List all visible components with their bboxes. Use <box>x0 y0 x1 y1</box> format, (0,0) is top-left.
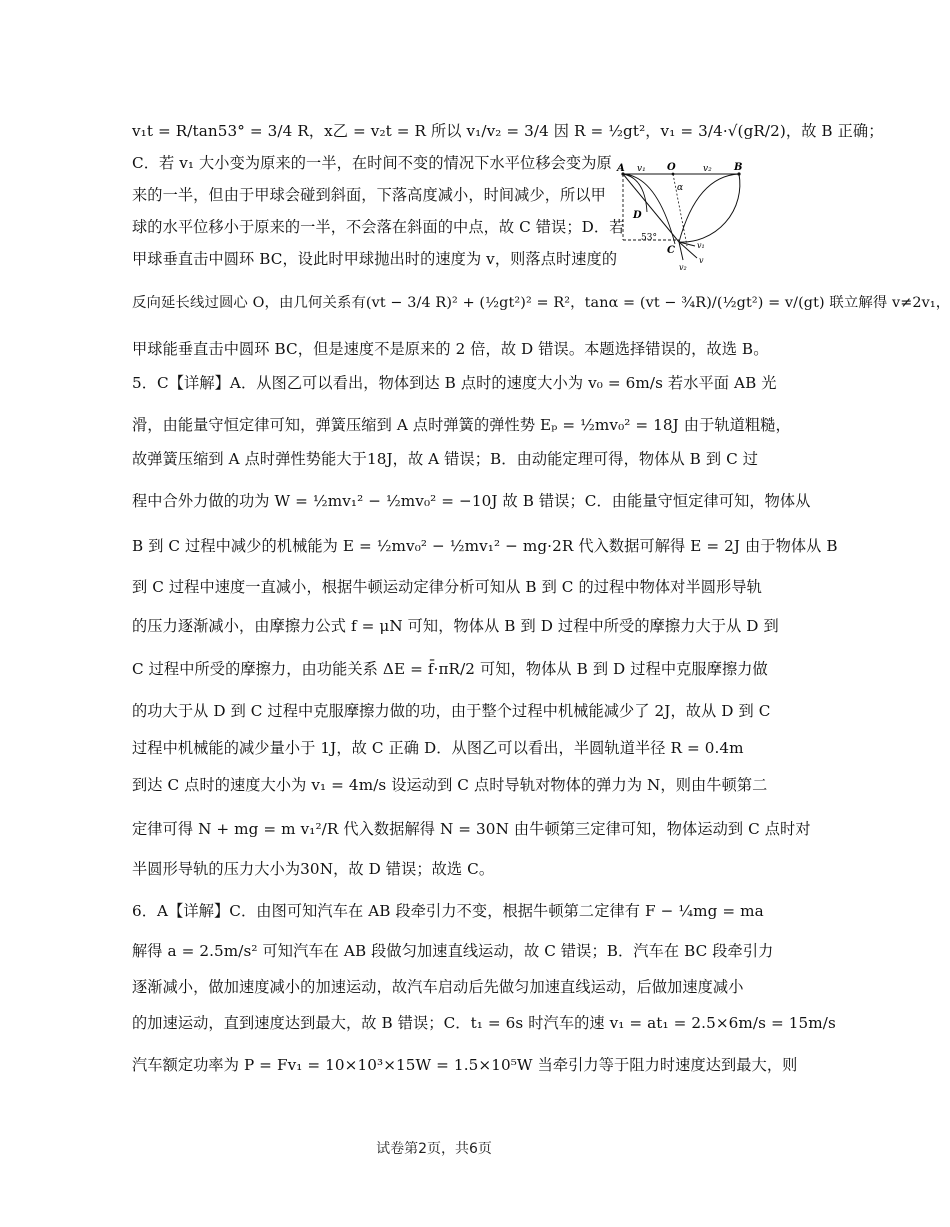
label-c: C <box>667 245 675 256</box>
label-v2-c: v₂ <box>679 263 687 272</box>
text-line-7: 甲球能垂直击中圆环 BC，但是速度不是原来的 2 倍，故 D 错误。本题选择错误的，故选 B。 <box>132 340 769 358</box>
label-a: A <box>617 163 625 174</box>
page-footer: 试卷第2页，共6页 <box>376 1141 492 1157</box>
text-line-19: 定律可得 N + mg = m v₁²/R 代入数据解得 N = 30N 由牛顿第三定律可知，物体运动到 C 点时对 <box>132 820 811 838</box>
text-line-25: 汽车额定功率为 P = Fv₁ = 10×10³×15W = 1.5×10⁵W 当牵引力等于阻力时速度达到最大，则 <box>132 1056 798 1074</box>
label-v1-top: v₁ <box>637 164 646 174</box>
label-d: D <box>633 210 642 221</box>
text-line-8: 5．C【详解】A．从图乙可以看出，物体到达 B 点时的速度大小为 v₀ = 6m/s 若水平面 AB 光 <box>132 374 777 392</box>
text-line-6: 反向延长线过圆心 O，由几何关系有(vt − 3/4 R)² + (½gt²)² = R²，tanα = (vt − ¾R)/(½gt²) = v/(gt) 联立解得 v≠2v₁， <box>132 295 950 311</box>
text-line-5: 甲球垂直击中圆环 BC，设此时甲球抛出时的速度为 v，则落点时速度的 <box>132 250 618 268</box>
label-alpha: α <box>677 183 684 193</box>
text-line-10: 故弹簧压缩到 A 点时弹性势能大于18J，故 A 错误；B．由动能定理可得，物体从 B 到 C 过 <box>132 450 758 468</box>
label-v-c: v <box>699 256 704 265</box>
label-53: 53° <box>641 233 657 243</box>
text-line-2: C．若 v₁ 大小变为原来的一半，在时间不变的情况下水平位移会变为原 <box>132 154 612 172</box>
label-v2-top: v₂ <box>703 164 712 174</box>
text-line-20: 半圆形导轨的压力大小为30N，故 D 错误；故选 C。 <box>132 860 495 878</box>
text-line-9: 滑，由能量守恒定律可知，弹簧压缩到 A 点时弹簧的弹性势 Eₚ = ½mv₀² = 18J 由于轨道粗糙， <box>132 416 791 434</box>
text-line-12: B 到 C 过程中减少的机械能为 E = ½mv₀² − ½mv₁² − mg·2R 代入数据可解得 E = 2J 由于物体从 B <box>132 537 838 555</box>
text-line-4: 球的水平位移小于原来的一半，不会落在斜面的中点，故 C 错误；D．若 <box>132 218 625 236</box>
label-v1-c: v₁ <box>697 241 705 250</box>
text-line-1: v₁t = R/tan53° = 3/4 R，x乙 = v₂t = R 所以 v₁/v₂ = 3/4 因 R = ½gt²，v₁ = 3/4·√(gR/2)，故 B 正确； <box>132 122 884 140</box>
text-line-15: C 过程中所受的摩擦力，由功能关系 ΔE = f̄·πR/2 可知，物体从 B 到 D 过程中克服摩擦力做 <box>132 660 768 678</box>
text-line-24: 的加速运动，直到速度达到最大，故 B 错误；C．t₁ = 6s 时汽车的速 v₁ = at₁ = 2.5×6m/s = 15m/s <box>132 1014 836 1032</box>
text-line-13: 到 C 过程中速度一直减小，根据牛顿运动定律分析可知从 B 到 C 的过程中物体对半圆形导轨 <box>132 578 762 596</box>
text-line-14: 的压力逐渐减小，由摩擦力公式 f = μN 可知，物体从 B 到 D 过程中所受的摩擦力大于从 D 到 <box>132 617 779 635</box>
physics-diagram <box>617 160 747 272</box>
label-o: O <box>667 162 676 173</box>
text-line-3: 来的一半，但由于甲球会碰到斜面，下落高度减小，时间减少，所以甲 <box>132 186 606 204</box>
label-b: B <box>734 162 743 173</box>
text-line-22: 解得 a = 2.5m/s² 可知汽车在 AB 段做匀加速直线运动，故 C 错误；B．汽车在 BC 段牵引力 <box>132 942 774 960</box>
text-line-17: 过程中机械能的减少量小于 1J，故 C 正确 D．从图乙可以看出，半圆轨道半径 R = 0.4m <box>132 739 744 757</box>
text-line-11: 程中合外力做的功为 W = ½mv₁² − ½mv₀² = −10J 故 B 错误；C．由能量守恒定律可知，物体从 <box>132 492 811 510</box>
text-line-23: 逐渐减小，做加速度减小的加速运动，故汽车启动后先做匀加速直线运动，后做加速度减小 <box>132 978 744 996</box>
text-line-21: 6．A【详解】C．由图可知汽车在 AB 段牵引力不变，根据牛顿第二定律有 F − ¼mg = ma <box>132 902 764 920</box>
text-line-16: 的功大于从 D 到 C 过程中克服摩擦力做的功，由于整个过程中机械能减少了 2J，故从 D 到 C <box>132 702 771 720</box>
text-line-18: 到达 C 点时的速度大小为 v₁ = 4m/s 设运动到 C 点时导轨对物体的弹力为 N，则由牛顿第二 <box>132 776 768 794</box>
